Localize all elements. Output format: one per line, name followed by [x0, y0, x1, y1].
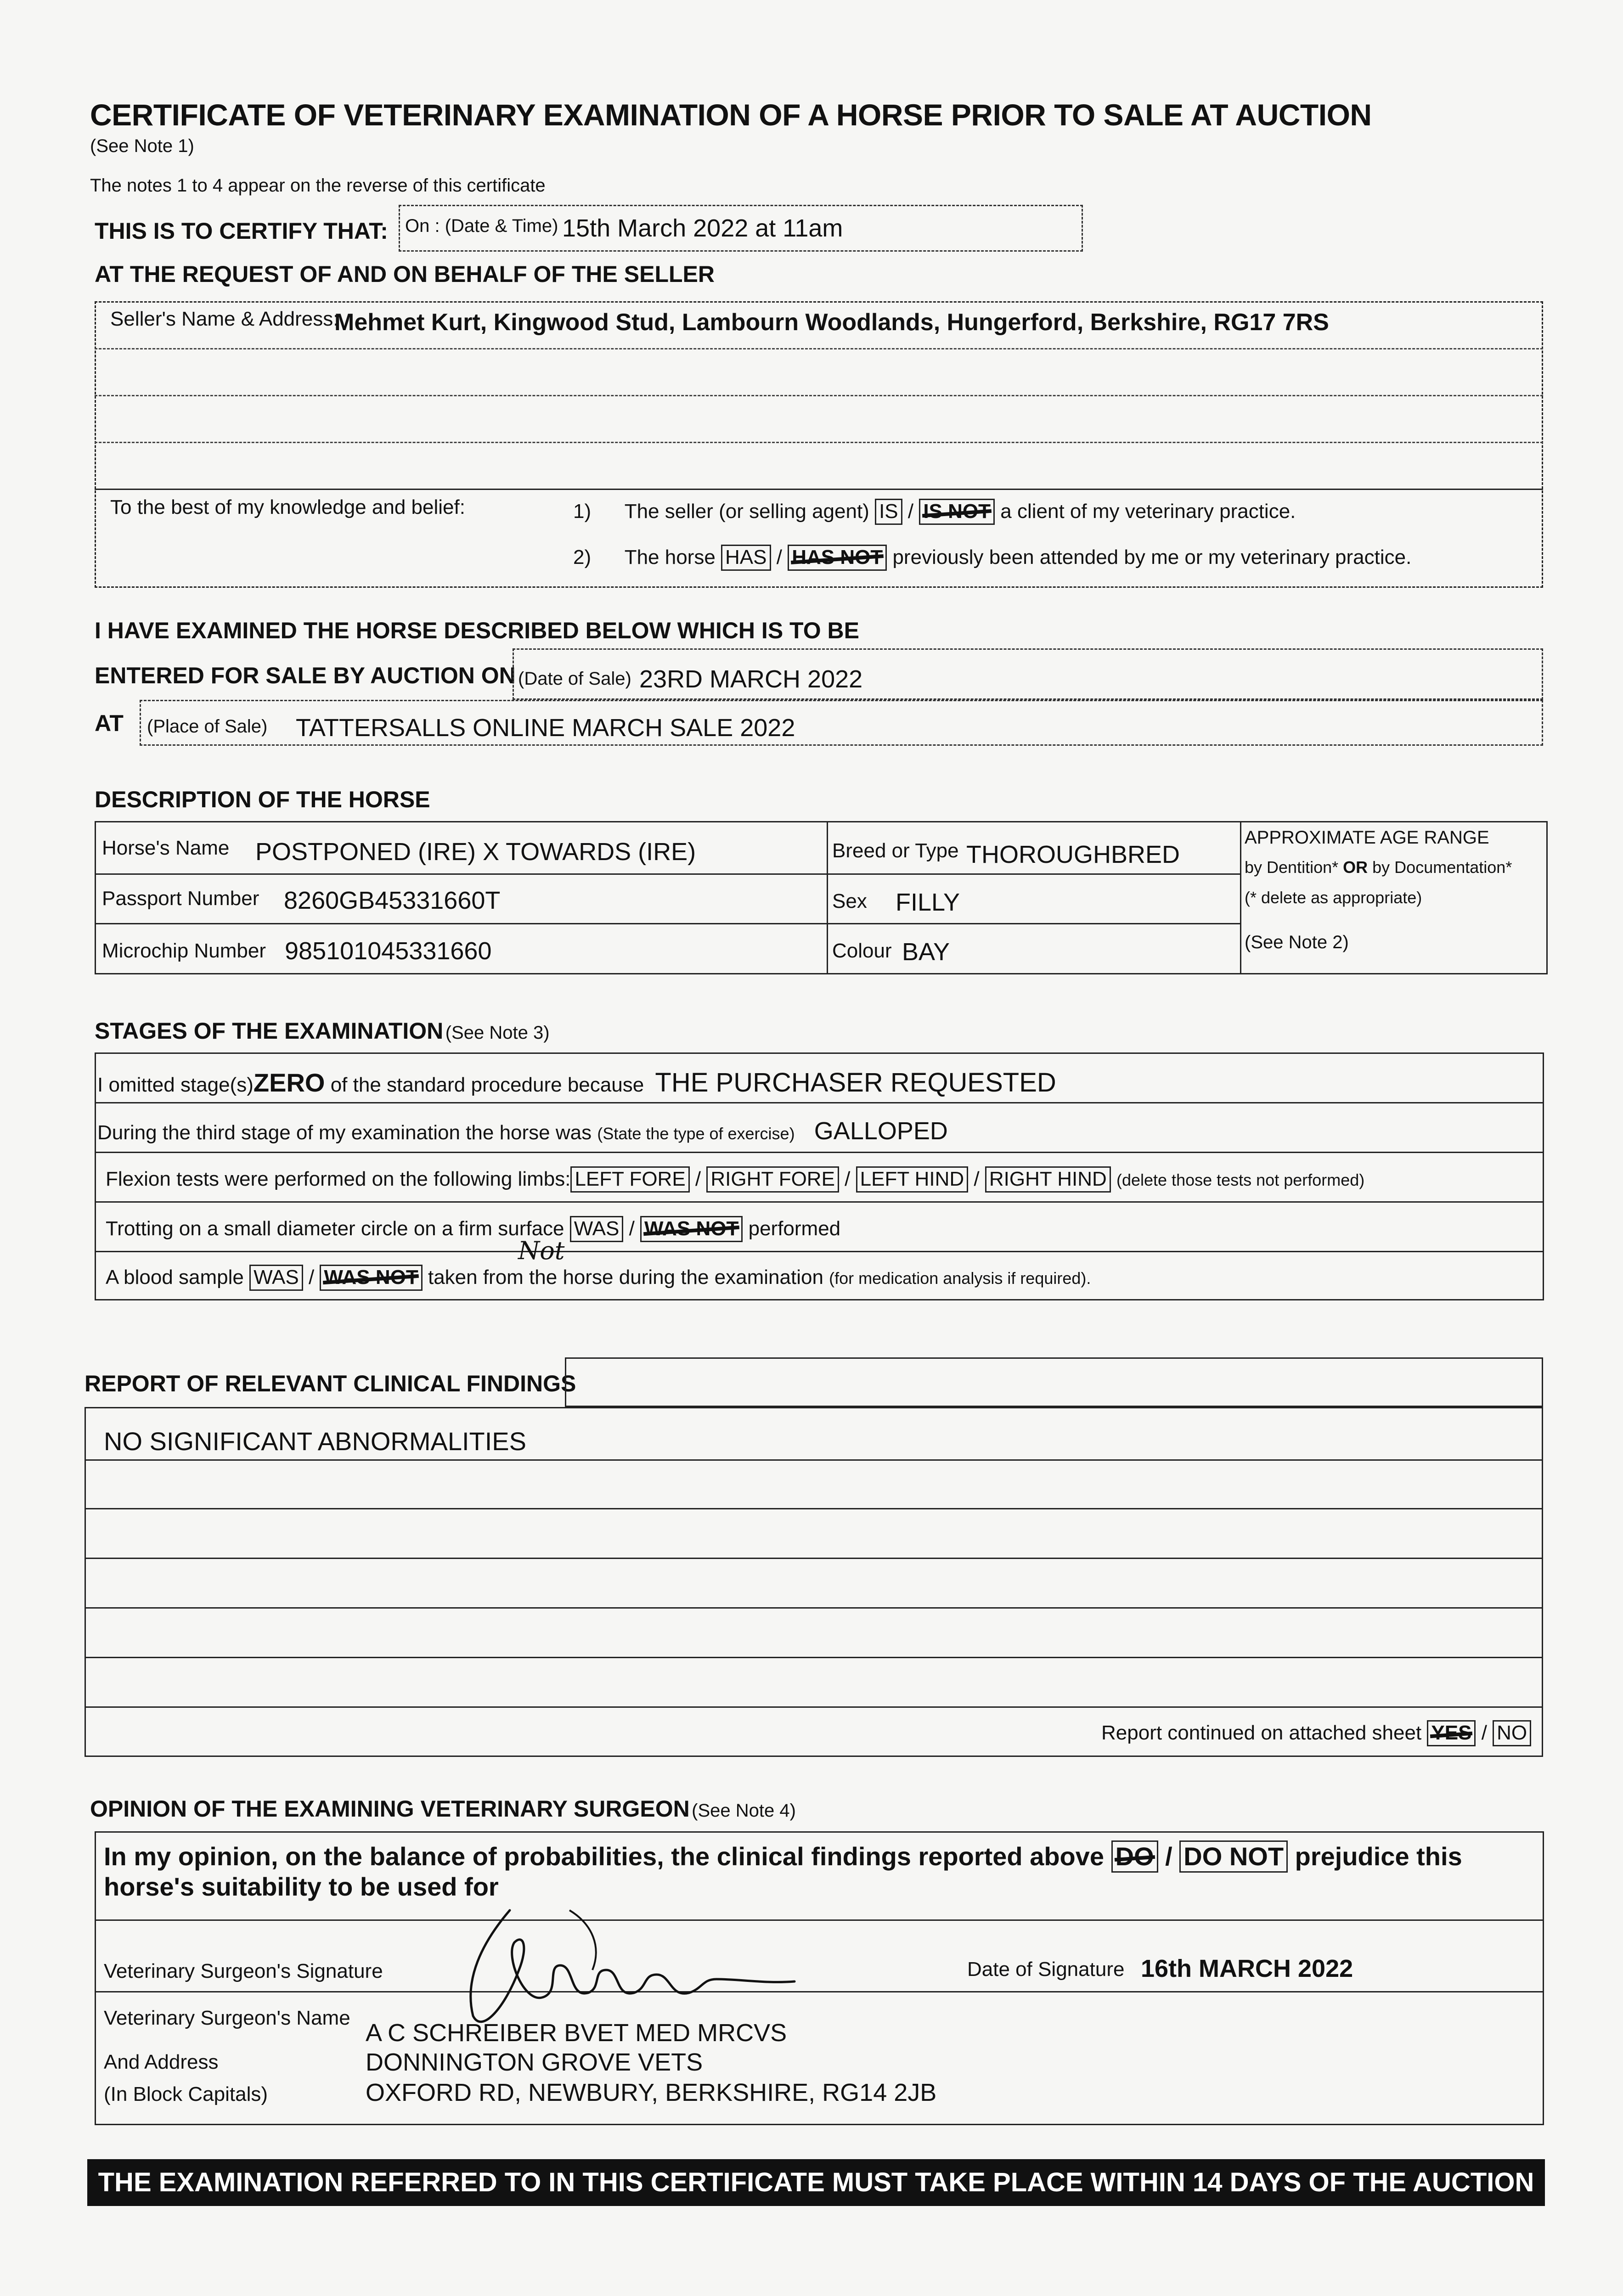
sex-value: FILLY	[896, 889, 960, 916]
see-note-1: (See Note 1)	[90, 136, 194, 156]
stages-heading: STAGES OF THE EXAMINATION (See Note 3)	[95, 1018, 550, 1044]
opinion-heading: OPINION OF THE EXAMINING VETERINARY SURGEON (See Note 4)	[90, 1796, 796, 1822]
signature-date-label: Date of Signature	[967, 1958, 1125, 1981]
certify-on-value: 15th March 2022 at 11am	[562, 214, 843, 242]
belief-item1: 1) The seller (or selling agent) IS / IS NOT a client of my veterinary practice.	[573, 499, 1296, 525]
breed-label: Breed or Type	[832, 839, 959, 862]
sex-label: Sex	[832, 890, 867, 912]
flexion-right-hind[interactable]: RIGHT HIND	[985, 1166, 1111, 1193]
sale-place-label: (Place of Sale)	[147, 716, 268, 737]
opinion-do-option-struck[interactable]: DO	[1111, 1840, 1158, 1873]
certify-on-label: On : (Date & Time)	[405, 216, 558, 236]
surgeon-practice-value: DONNINGTON GROVE VETS	[366, 2048, 703, 2076]
trot-wasnot-option-struck[interactable]: WAS NOT	[640, 1216, 743, 1242]
seller-name-label: Seller's Name & Address:	[110, 308, 339, 330]
flexion-left-hind[interactable]: LEFT HIND	[856, 1166, 969, 1193]
report-no-option[interactable]: NO	[1493, 1720, 1531, 1746]
block-capitals-label: (In Block Capitals)	[104, 2083, 268, 2105]
colour-value: BAY	[902, 938, 950, 966]
passport-label: Passport Number	[102, 887, 259, 910]
certificate-title: CERTIFICATE OF VETERINARY EXAMINATION OF A HORSE PRIOR TO SALE AT AUCTION	[90, 98, 1372, 132]
sale-at-label: AT	[95, 710, 124, 736]
stages-third-row: During the third stage of my examination the horse was (State the type of exercise) GALLOPED	[97, 1117, 948, 1145]
horse-has-option[interactable]: HAS	[721, 545, 771, 571]
passport-value: 8260GB45331660T	[284, 887, 501, 914]
belief-item2: 2) The horse HAS / HAS NOT previously been attended by me or my veterinary practice.	[573, 545, 1411, 571]
surgeon-name-value: A C SCHREIBER BVET MED MRCVS	[366, 2019, 787, 2047]
report-heading: REPORT OF RELEVANT CLINICAL FINDINGS	[85, 1371, 576, 1396]
signature-date-value: 16th MARCH 2022	[1141, 1955, 1353, 1982]
trot-was-option[interactable]: WAS	[570, 1216, 624, 1242]
footer-banner: THE EXAMINATION REFERRED TO IN THIS CERTIFICATE MUST TAKE PLACE WITHIN 14 DAYS OF THE AUCTION	[87, 2159, 1545, 2206]
flexion-right-fore[interactable]: RIGHT FORE	[706, 1166, 839, 1193]
stages-blood-row: A blood sample WAS / WAS NOT taken from the horse during the examination (for medication analysis if required).	[106, 1265, 1091, 1291]
microchip-label: Microchip Number	[102, 940, 266, 962]
opinion-text-line1: In my opinion, on the balance of probabilities, the clinical findings reported above DO / DO NOT prejudice this	[104, 1840, 1462, 1873]
sale-date-label: (Date of Sale)	[518, 669, 631, 689]
microchip-value: 985101045331660	[285, 937, 492, 965]
opinion-do-not-option[interactable]: DO NOT	[1179, 1840, 1288, 1873]
blood-was-option[interactable]: WAS	[249, 1265, 303, 1291]
age-delete-note: (* delete as appropriate)	[1245, 888, 1422, 907]
seller-name-value[interactable]: Mehmet Kurt, Kingwood Stud, Lambourn Woodlands, Hungerford, Berkshire, RG17 7RS	[334, 309, 1329, 336]
sale-heading-2: ENTERED FOR SALE BY AUCTION ON	[95, 663, 516, 688]
stages-omitted-row: I omitted stage(s)ZERO of the standard procedure because THE PURCHASER REQUESTED	[97, 1068, 1056, 1097]
breed-value: THOROUGHBRED	[966, 841, 1180, 868]
certify-label: THIS IS TO CERTIFY THAT:	[95, 218, 388, 244]
sale-heading-1: I HAVE EXAMINED THE HORSE DESCRIBED BELOW WHICH IS TO BE	[95, 618, 859, 643]
flexion-left-fore[interactable]: LEFT FORE	[570, 1166, 689, 1193]
report-continued: Report continued on attached sheet YES / NO	[1101, 1720, 1531, 1746]
description-heading: DESCRIPTION OF THE HORSE	[95, 787, 430, 812]
seller-heading: AT THE REQUEST OF AND ON BEHALF OF THE SELLER	[95, 261, 715, 287]
handwritten-not: Not	[518, 1236, 565, 1265]
stages-flexion-row: Flexion tests were performed on the following limbs: LEFT FORE / RIGHT FORE / LEFT HIND / RIGHT HIND (delete those tests not performed)	[106, 1166, 1364, 1193]
seller-isnot-option-struck[interactable]: IS NOT	[919, 499, 995, 525]
seller-is-option[interactable]: IS	[875, 499, 902, 525]
surgeon-name-label: Veterinary Surgeon's Name	[104, 2007, 350, 2029]
colour-label: Colour	[832, 940, 892, 962]
report-heading-box	[565, 1357, 1543, 1407]
age-range-title: APPROXIMATE AGE RANGE	[1245, 827, 1489, 848]
notes-line: The notes 1 to 4 appear on the reverse of this certificate	[90, 175, 546, 196]
horse-name-label: Horse's Name	[102, 837, 230, 859]
signature-label: Veterinary Surgeon's Signature	[104, 1960, 383, 1982]
blood-wasnot-option-struck[interactable]: WAS NOT	[320, 1265, 422, 1291]
age-range-options: by Dentition* OR by Documentation*	[1245, 858, 1512, 877]
signature-scribble	[455, 1906, 840, 2034]
belief-label: To the best of my knowledge and belief:	[110, 496, 465, 518]
sale-date-value: 23RD MARCH 2022	[639, 665, 863, 693]
surgeon-address-label: And Address	[104, 2051, 219, 2073]
report-yes-option-struck[interactable]: YES	[1427, 1720, 1476, 1746]
age-see-note-2: (See Note 2)	[1245, 932, 1349, 952]
surgeon-address-value: OXFORD RD, NEWBURY, BERKSHIRE, RG14 2JB	[366, 2079, 937, 2106]
horse-hasnot-option-struck[interactable]: HAS NOT	[788, 545, 887, 571]
stages-trot-row: Trotting on a small diameter circle on a firm surface WAS / WAS NOT performed	[106, 1216, 840, 1242]
sale-place-value: TATTERSALLS ONLINE MARCH SALE 2022	[296, 714, 795, 742]
opinion-text-line2: horse's suitability to be used for	[104, 1872, 499, 1901]
report-finding[interactable]: NO SIGNIFICANT ABNORMALITIES	[104, 1427, 527, 1456]
horse-name-value: POSTPONED (IRE) X TOWARDS (IRE)	[255, 838, 696, 866]
